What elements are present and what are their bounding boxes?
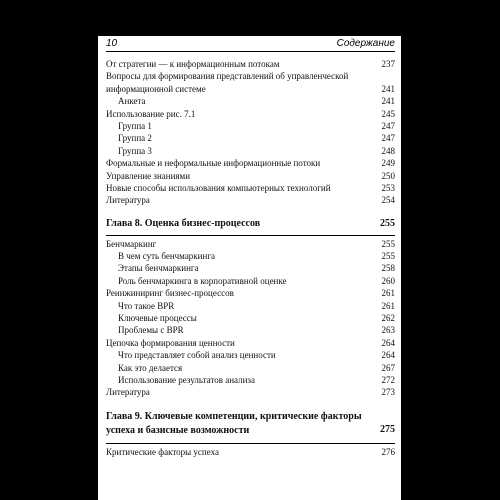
toc-entry: [106, 275, 395, 287]
toc-entry-title: Использование рис. 7.1: [106, 108, 196, 119]
chapter-9-title-line1: Глава 9. Ключевые компетенции, критические факторы: [106, 410, 362, 422]
toc-entry-title: Вопросы для формирования представлений об управленческой: [106, 71, 349, 82]
toc-entry-page: 264: [381, 350, 395, 361]
toc-entry-page: 255: [381, 238, 395, 249]
toc-entry: [106, 374, 395, 386]
toc-entry-title: Этапы бенчмаркинга: [118, 263, 199, 274]
toc-entry-page: 258: [381, 263, 395, 274]
toc-entry-page: 249: [381, 158, 395, 169]
toc-entry-page: 272: [381, 374, 395, 385]
toc-entry-page: 273: [381, 387, 395, 398]
toc-entry: [106, 95, 395, 107]
toc-entry-title: Проблемы с BPR: [118, 325, 184, 336]
toc-entry: [106, 287, 395, 299]
toc-entry-title: Группа 3: [118, 145, 152, 156]
toc-entry-page: 261: [381, 300, 395, 311]
toc-entry-page: 241: [381, 96, 395, 107]
toc-entry-title: Цепочка формирования ценности: [106, 337, 235, 348]
toc-entry-page: 250: [381, 170, 395, 181]
toc-entry-title: Литература: [106, 195, 150, 206]
toc-entry: [106, 194, 395, 206]
toc-entry: [106, 300, 395, 312]
toc-entry: [106, 182, 395, 194]
chapter-9-title-line2: успеха и базисные возможности: [106, 424, 250, 436]
toc-entry-page: 262: [381, 313, 395, 324]
toc-entry: [106, 312, 395, 324]
toc-entry-page: 237: [381, 59, 395, 69]
toc-entry-title: Ключевые процессы: [118, 313, 197, 324]
toc-entry-page: 253: [381, 182, 395, 193]
chapter-9-page: 275: [380, 423, 395, 435]
toc-block-chapter7: [106, 58, 395, 207]
toc-entry-page: 254: [381, 195, 395, 206]
toc-entry-title: Реинжиниринг бизнес-процессов: [106, 288, 234, 299]
toc-entry-title: Управление знаниями: [106, 170, 191, 181]
toc-entry-title: Группа 2: [118, 133, 152, 144]
toc-entry-title: Группа 1: [118, 120, 152, 131]
toc-entry: [106, 324, 395, 336]
toc-entry-title: Роль бенчмаркинга в корпоративной оценке: [118, 275, 287, 286]
toc-entry-page: 245: [381, 108, 395, 119]
toc-entry: [106, 262, 395, 274]
toc-entry-title: Анкета: [118, 96, 146, 107]
toc-entry-page: 276: [381, 446, 395, 457]
toc-entry-page: 241: [381, 83, 395, 94]
toc-entry-page: 263: [381, 325, 395, 336]
section-title: Содержание: [336, 38, 395, 49]
toc-entry-page: 260: [381, 275, 395, 286]
toc-entry-title: информационной системе: [106, 83, 206, 94]
chapter-9-title: [106, 410, 362, 438]
toc-entry: [106, 120, 395, 132]
page-header: [106, 38, 395, 52]
toc-entry-page: 267: [381, 362, 395, 373]
toc-entry: [106, 58, 395, 70]
toc-block-chapter8: [106, 238, 395, 399]
chapter-8-heading: [106, 213, 395, 236]
toc-entry-page: 247: [381, 120, 395, 131]
toc-entry-title: Что представляет собой анализ ценности: [118, 350, 276, 361]
toc-entry-title: Формальные и неформальные информационные потоки: [106, 158, 321, 169]
toc-entry: [106, 157, 395, 169]
toc-entry-page: 264: [381, 337, 395, 348]
toc-entry: [106, 362, 395, 374]
chapter-8-page: 255: [380, 217, 395, 229]
toc-entry-title: В чем суть бенчмаркинга: [118, 251, 216, 262]
toc-entry: [106, 337, 395, 349]
toc-entry: [106, 349, 395, 361]
toc-entry: [106, 108, 395, 120]
toc-entry-title: От стратегии — к информационным потокам: [106, 59, 280, 69]
toc-entry: [106, 238, 395, 250]
toc-entry-page: 247: [381, 133, 395, 144]
toc-entry: [106, 145, 395, 157]
toc-entry: [106, 386, 395, 398]
toc-entry-title: Новые способы использования компьютерных технологий: [106, 182, 331, 193]
toc-entry: [106, 70, 395, 82]
page-number: 10: [106, 38, 118, 49]
toc-entry-page: 261: [381, 288, 395, 299]
toc-entry: [106, 446, 395, 458]
toc-entry-title: Критические факторы успеха: [106, 446, 219, 457]
toc-entry: [106, 170, 395, 182]
book-page: [98, 36, 401, 500]
toc-entry-page: 255: [381, 251, 395, 262]
chapter-8-title: Глава 8. Оценка бизнес-процессов: [106, 217, 261, 229]
toc-entry: [106, 83, 395, 95]
table-of-contents: [106, 58, 395, 458]
chapter-9-heading: [106, 407, 395, 444]
toc-entry-title: Что такое BPR: [118, 300, 175, 311]
toc-entry: [106, 250, 395, 262]
toc-block-chapter9: [106, 446, 395, 458]
toc-entry-title: Как это делается: [118, 362, 183, 373]
toc-entry-title: Литература: [106, 387, 150, 398]
toc-entry-title: Использование результатов анализа: [118, 374, 255, 385]
toc-entry: [106, 132, 395, 144]
toc-entry-title: Бенчмаркинг: [106, 238, 157, 249]
toc-entry-page: 248: [381, 145, 395, 156]
